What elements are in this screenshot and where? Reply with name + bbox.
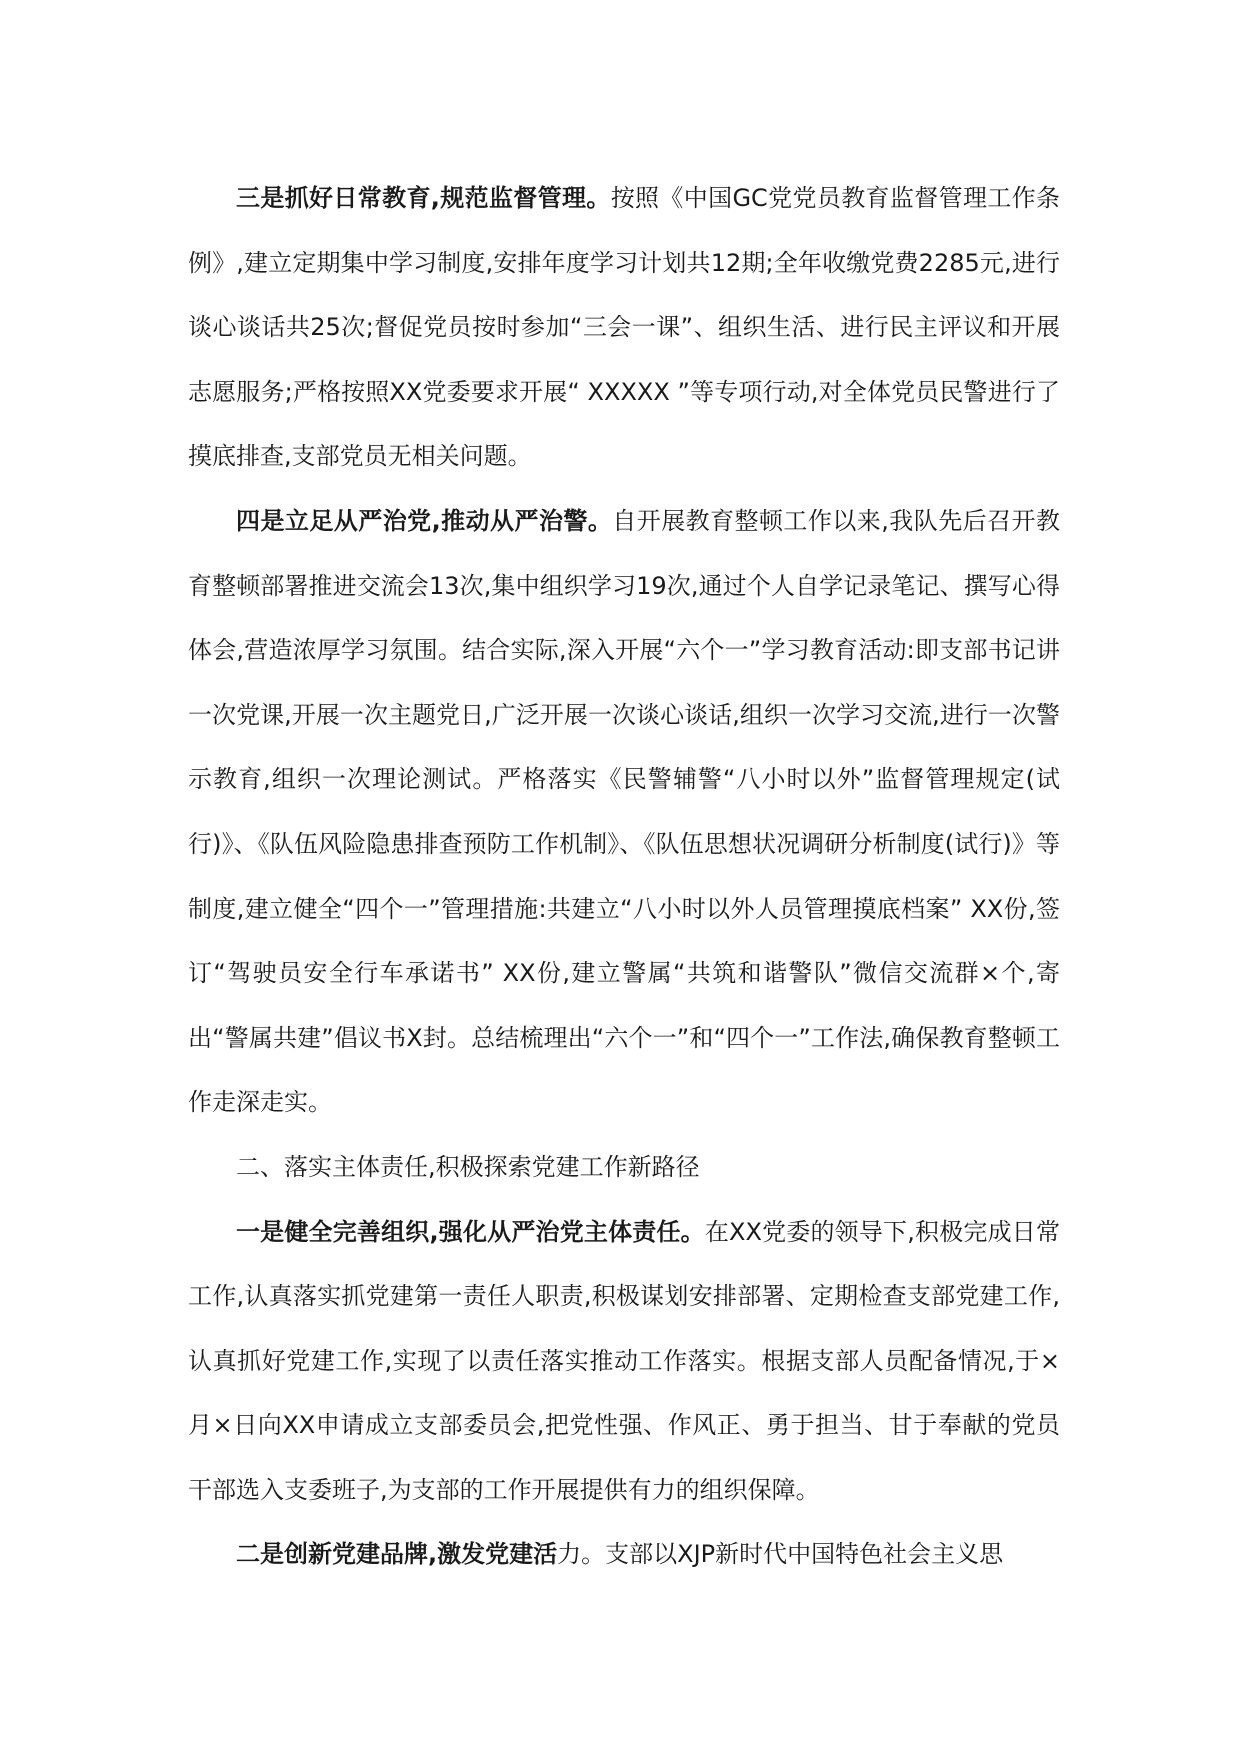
paragraph-daily-education <box>188 166 1060 489</box>
paragraph-lead: 四是立足从严治党,推动从严治警。 <box>236 506 613 535</box>
paragraph-body: 力。支部以XJP新时代中国特色社会主义思 <box>557 1540 1004 1569</box>
paragraph-lead: 一是健全完善组织,强化从严治党主体责任。 <box>236 1217 705 1246</box>
paragraph-lead: 三是抓好日常教育,规范监督管理。 <box>236 184 611 212</box>
paragraph-body: 在XX党委的领导下,积极完成日常工作,认真落实抓党建第一责任人职责,积极谋划安排部署、定期检查支部党建工作,认真抓好党建工作,实现了以责任落实推动工作落实。根据支部人员配备情况,于×月×日向XX申请成立支部委员会,把党性强、作风正、勇于担当、甘于奉献的党员干部选入支委班子,为支部的工作开展提供有力的组织保障。 <box>188 1217 1060 1504</box>
paragraph-body: 自开展教育整顿工作以来,我队先后召开教育整顿部署推进交流会13次,集中组织学习19次,通过个人自学记录笔记、撰写心得体会,营造浓厚学习氛围。结合实际,深入开展“六个一”学习教育活动:即支部书记讲一次党课,开展一次主题党日,广泛开展一次谈心谈话,组织一次学习交流,进行一次警示教育,组织一次理论测试。严格落实《民警辅警“八小时以外”监督管理规定(试行)》、《队伍风险隐患排查预防工作机制》、《队伍思想状况调研分析制度(试行)》等制度,建立健全“四个一”管理措施:共建立“八小时以外人员管理摸底档案” XX份,签订“驾驶员安全行车承诺书” XX份,建立警属“共筑和谐警队”微信交流群×个,寄出“警属共建”倡议书X封。总结梳理出“六个一”和“四个一”工作法,确保教育整顿工作走深走实。 <box>188 506 1060 1117</box>
paragraph-lead: 二是创新党建品牌,激发党建活 <box>236 1540 558 1569</box>
paragraph-party-brand <box>188 1522 1060 1587</box>
document-page <box>188 166 1060 1587</box>
paragraph-strict-governance <box>188 489 1060 1135</box>
paragraph-organization <box>188 1200 1060 1523</box>
section-heading: 二、落实主体责任,积极探索党建工作新路径 <box>236 1152 700 1181</box>
paragraph-body: 按照《中国GC党党员教育监督管理工作条例》,建立定期集中学习制度,安排年度学习计划共12期;全年收缴党费2285元,进行谈心谈话共25次;督促党员按时参加“三会一课”、组织生活、进行民主评议和开展志愿服务;严格按照XX党委要求开展“ XXXXX ”等专项行动,对全体党员民警进行了摸底排查,支部党员无相关问题。 <box>188 184 1060 471</box>
